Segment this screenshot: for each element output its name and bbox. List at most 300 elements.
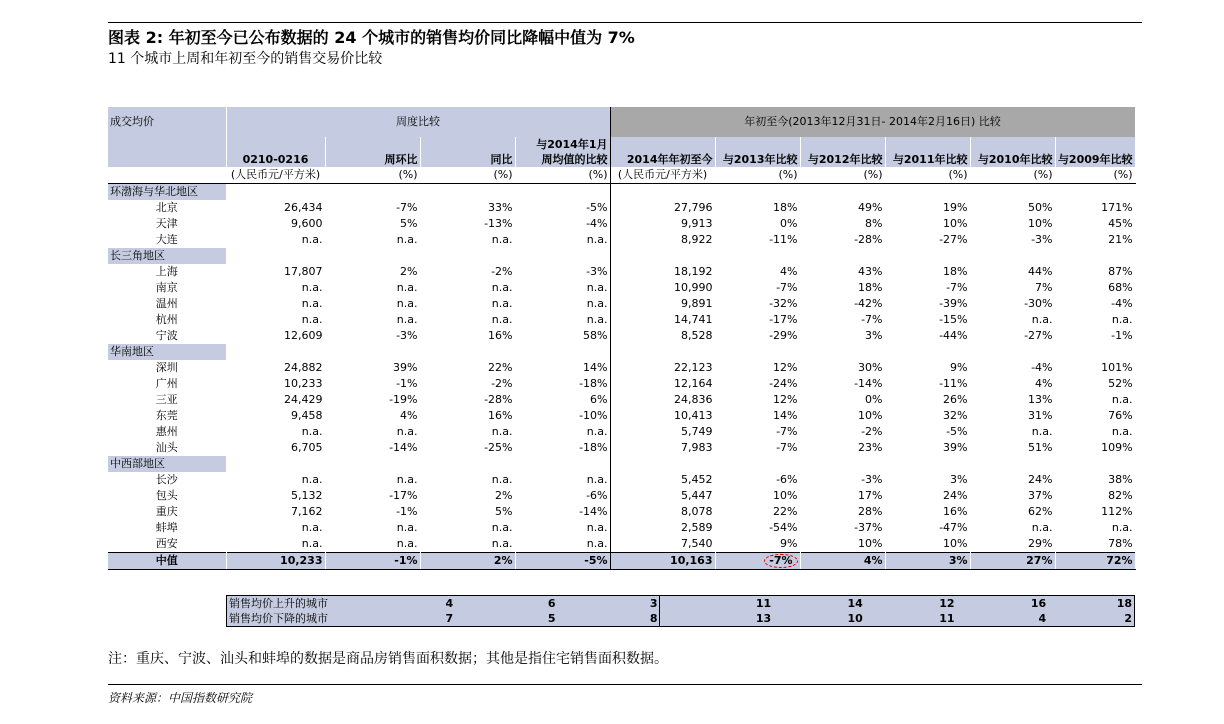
region-blank-cell bbox=[715, 344, 800, 360]
value-cell: 0% bbox=[865, 393, 883, 406]
price-comparison-table bbox=[108, 107, 1136, 570]
value-cell: 30% bbox=[858, 361, 883, 374]
value-cell: -6% bbox=[776, 473, 798, 486]
col-header-vs-jan-line1: 与2014年1月 bbox=[536, 138, 608, 151]
value-cell: -29% bbox=[769, 329, 798, 342]
summary-value: 4 bbox=[957, 611, 1049, 627]
value-cell: n.a. bbox=[491, 297, 513, 310]
units-blank-cell bbox=[108, 167, 226, 184]
region-blank-cell bbox=[800, 184, 885, 201]
region-row bbox=[108, 248, 1135, 264]
value-cell: 9% bbox=[780, 537, 798, 550]
value-cell: -25% bbox=[484, 441, 513, 454]
summary-row bbox=[227, 596, 1135, 612]
region-blank-cell bbox=[226, 184, 325, 201]
highlight-circle: -7% bbox=[764, 554, 797, 568]
value-cell: -7% bbox=[776, 281, 798, 294]
value-cell: n.a. bbox=[515, 472, 610, 488]
city-name: 杭州 bbox=[155, 313, 178, 326]
value-cell: 8% bbox=[865, 217, 883, 230]
col-header-vs-2012: 与2012年比较 bbox=[800, 137, 885, 167]
city-name: 天津 bbox=[155, 217, 178, 230]
value-cell: 9,458 bbox=[291, 409, 323, 422]
city-name: 大连 bbox=[155, 233, 178, 246]
table-row bbox=[108, 264, 1135, 280]
region-blank-cell bbox=[715, 184, 800, 201]
value-cell: 10% bbox=[858, 409, 883, 422]
value-cell: n.a. bbox=[1111, 425, 1133, 438]
value-cell: -27% bbox=[939, 233, 968, 246]
region-blank-cell bbox=[226, 248, 325, 264]
value-cell: -14% bbox=[515, 504, 610, 520]
value-cell: 3% bbox=[950, 473, 968, 486]
city-name: 南京 bbox=[155, 281, 178, 294]
value-cell: 82% bbox=[1108, 489, 1133, 502]
top-rule bbox=[108, 22, 1142, 23]
value-cell: 18% bbox=[943, 265, 968, 278]
city-name: 上海 bbox=[155, 265, 178, 278]
value-cell: 5,452 bbox=[681, 473, 713, 486]
city-name: 长沙 bbox=[155, 473, 178, 486]
value-cell: 14,741 bbox=[674, 313, 713, 326]
summary-table bbox=[226, 595, 1135, 627]
region-name: 长三角地区 bbox=[108, 248, 226, 264]
value-cell: 87% bbox=[1108, 265, 1133, 278]
value-cell: n.a. bbox=[515, 232, 610, 248]
value-cell: -2% bbox=[491, 377, 513, 390]
value-cell: 32% bbox=[943, 409, 968, 422]
value-cell: -7% bbox=[776, 441, 798, 454]
summary-value: 11 bbox=[865, 611, 957, 627]
table-row bbox=[108, 280, 1135, 296]
summary-label: 销售均价上升的城市 bbox=[227, 596, 353, 612]
region-blank-cell bbox=[325, 184, 420, 201]
value-cell: -3% bbox=[515, 264, 610, 280]
col-header-vs-jan bbox=[515, 137, 610, 167]
value-cell: 24,882 bbox=[284, 361, 323, 374]
value-cell: -42% bbox=[854, 297, 883, 310]
median-value: -5% bbox=[515, 553, 610, 570]
summary-value: 3 bbox=[558, 596, 660, 612]
value-cell: -1% bbox=[1111, 329, 1133, 342]
region-blank-cell bbox=[420, 456, 515, 472]
value-cell: -10% bbox=[515, 408, 610, 424]
value-cell: -54% bbox=[769, 521, 798, 534]
value-cell: n.a. bbox=[396, 233, 418, 246]
value-cell: n.a. bbox=[491, 537, 513, 550]
unit-cell: (人民币元/平方米) bbox=[226, 167, 325, 184]
median-value: 4% bbox=[800, 553, 885, 570]
value-cell: 2% bbox=[400, 265, 418, 278]
table-row bbox=[108, 536, 1135, 553]
summary-value: 13 bbox=[660, 611, 773, 627]
value-cell: 16% bbox=[943, 505, 968, 518]
value-cell: 10% bbox=[943, 537, 968, 550]
region-row bbox=[108, 456, 1135, 472]
value-cell: -2% bbox=[861, 425, 883, 438]
value-cell: -14% bbox=[389, 441, 418, 454]
summary-value: 7 bbox=[353, 611, 455, 627]
region-blank-cell bbox=[800, 344, 885, 360]
value-cell: 7,540 bbox=[681, 537, 713, 550]
region-blank-cell bbox=[515, 184, 610, 201]
value-cell: -7% bbox=[396, 201, 418, 214]
value-cell: 10% bbox=[1028, 217, 1053, 230]
value-cell: -37% bbox=[854, 521, 883, 534]
region-blank-cell bbox=[420, 184, 515, 201]
value-cell: -14% bbox=[854, 377, 883, 390]
value-cell: 10,413 bbox=[674, 409, 713, 422]
value-cell: 4% bbox=[1035, 377, 1053, 390]
value-cell: 8,078 bbox=[681, 505, 713, 518]
region-blank-cell bbox=[800, 456, 885, 472]
figure-subtitle: 11 个城市上周和年初至今的销售交易价比较 bbox=[108, 51, 383, 67]
value-cell: 24% bbox=[943, 489, 968, 502]
value-cell: n.a. bbox=[515, 536, 610, 553]
value-cell: 33% bbox=[488, 201, 513, 214]
table-row bbox=[108, 296, 1135, 312]
region-blank-cell bbox=[885, 344, 970, 360]
value-cell: 7% bbox=[1035, 281, 1053, 294]
value-cell: -11% bbox=[769, 233, 798, 246]
region-blank-cell bbox=[515, 344, 610, 360]
value-cell: n.a. bbox=[491, 521, 513, 534]
median-label: 中值 bbox=[108, 553, 226, 570]
city-name: 包头 bbox=[155, 489, 178, 502]
region-blank-cell bbox=[610, 248, 715, 264]
city-name: 东莞 bbox=[155, 409, 178, 422]
region-blank-cell bbox=[885, 248, 970, 264]
value-cell: -3% bbox=[1031, 233, 1053, 246]
median-value bbox=[715, 553, 800, 570]
value-cell: 3% bbox=[865, 329, 883, 342]
value-cell: n.a. bbox=[396, 313, 418, 326]
col-header-vs-jan-line2: 周均值的比较 bbox=[541, 153, 608, 166]
value-cell: n.a. bbox=[301, 297, 323, 310]
value-cell: 13% bbox=[1028, 393, 1053, 406]
unit-cell: (%) bbox=[800, 167, 885, 184]
value-cell: 45% bbox=[1108, 217, 1133, 230]
value-cell: -4% bbox=[1111, 297, 1133, 310]
value-cell: 7,162 bbox=[291, 505, 323, 518]
value-cell: 2% bbox=[495, 489, 513, 502]
table-row bbox=[108, 200, 1135, 216]
value-cell: n.a. bbox=[301, 521, 323, 534]
summary-row bbox=[227, 611, 1135, 627]
value-cell: 51% bbox=[1028, 441, 1053, 454]
city-name: 深圳 bbox=[155, 361, 178, 374]
value-cell: 44% bbox=[1028, 265, 1053, 278]
value-cell: 28% bbox=[858, 505, 883, 518]
value-cell: -7% bbox=[861, 313, 883, 326]
value-cell: 78% bbox=[1108, 537, 1133, 550]
value-cell: 58% bbox=[515, 328, 610, 344]
value-cell: 50% bbox=[1028, 201, 1053, 214]
ytd-group-header: 年初至今(2013年12月31日- 2014年2月16日) 比较 bbox=[610, 107, 1135, 137]
value-cell: 26% bbox=[943, 393, 968, 406]
city-name: 温州 bbox=[155, 297, 178, 310]
value-cell: n.a. bbox=[1111, 313, 1133, 326]
region-row bbox=[108, 344, 1135, 360]
table-row bbox=[108, 424, 1135, 440]
weekly-group-header: 周度比较 bbox=[226, 107, 610, 137]
value-cell: 9,913 bbox=[681, 217, 713, 230]
region-blank-cell bbox=[325, 248, 420, 264]
value-cell: n.a. bbox=[396, 297, 418, 310]
region-blank-cell bbox=[970, 456, 1055, 472]
value-cell: n.a. bbox=[396, 537, 418, 550]
value-cell: 5,447 bbox=[681, 489, 713, 502]
value-cell: 10,990 bbox=[674, 281, 713, 294]
value-cell: 26,434 bbox=[284, 201, 323, 214]
median-value: 2% bbox=[420, 553, 515, 570]
value-cell: 8,922 bbox=[681, 233, 713, 246]
value-cell: 17% bbox=[858, 489, 883, 502]
value-cell: n.a. bbox=[491, 425, 513, 438]
value-cell: n.a. bbox=[491, 313, 513, 326]
value-cell: -4% bbox=[515, 216, 610, 232]
region-blank-cell bbox=[715, 248, 800, 264]
table-row bbox=[108, 440, 1135, 456]
region-blank-cell bbox=[970, 184, 1055, 201]
region-blank-cell bbox=[885, 184, 970, 201]
value-cell: 6% bbox=[515, 392, 610, 408]
region-blank-cell bbox=[970, 344, 1055, 360]
value-cell: -17% bbox=[769, 313, 798, 326]
value-cell: 6,705 bbox=[291, 441, 323, 454]
value-cell: 21% bbox=[1108, 233, 1133, 246]
header-row-groups bbox=[108, 107, 1135, 137]
value-cell: 49% bbox=[858, 201, 883, 214]
city-name: 三亚 bbox=[155, 393, 178, 406]
value-cell: 12% bbox=[773, 393, 798, 406]
value-cell: -3% bbox=[861, 473, 883, 486]
median-value: 10,163 bbox=[610, 553, 715, 570]
value-cell: 16% bbox=[488, 329, 513, 342]
value-cell: 5% bbox=[495, 505, 513, 518]
value-cell: n.a. bbox=[1031, 425, 1053, 438]
value-cell: -28% bbox=[854, 233, 883, 246]
value-cell: 10% bbox=[858, 537, 883, 550]
unit-cell: (%) bbox=[515, 167, 610, 184]
header-row-columns bbox=[108, 137, 1135, 167]
value-cell: 39% bbox=[393, 361, 418, 374]
value-cell: 12,609 bbox=[284, 329, 323, 342]
region-blank-cell bbox=[610, 184, 715, 201]
unit-cell: (%) bbox=[1055, 167, 1135, 184]
median-value: -1% bbox=[325, 553, 420, 570]
median-row bbox=[108, 553, 1135, 570]
value-cell: -5% bbox=[946, 425, 968, 438]
value-cell: 29% bbox=[1028, 537, 1053, 550]
value-cell: n.a. bbox=[491, 473, 513, 486]
value-cell: n.a. bbox=[396, 425, 418, 438]
value-cell: -47% bbox=[939, 521, 968, 534]
col-header-vs-2013: 与2013年比较 bbox=[715, 137, 800, 167]
value-cell: 19% bbox=[943, 201, 968, 214]
region-blank-cell bbox=[800, 248, 885, 264]
value-cell: -18% bbox=[515, 376, 610, 392]
unit-cell: (%) bbox=[970, 167, 1055, 184]
value-cell: -4% bbox=[1031, 361, 1053, 374]
region-blank-cell bbox=[970, 248, 1055, 264]
summary-value: 10 bbox=[773, 611, 865, 627]
region-blank-cell bbox=[325, 344, 420, 360]
source-line: 资料来源：中国指数研究院 bbox=[108, 691, 253, 705]
value-cell: n.a. bbox=[515, 280, 610, 296]
region-blank-cell bbox=[226, 344, 325, 360]
value-cell: 4% bbox=[400, 409, 418, 422]
region-blank-cell bbox=[1055, 344, 1135, 360]
value-cell: n.a. bbox=[301, 473, 323, 486]
value-cell: n.a. bbox=[515, 296, 610, 312]
table-row bbox=[108, 360, 1135, 376]
value-cell: 24,836 bbox=[674, 393, 713, 406]
value-cell: 23% bbox=[858, 441, 883, 454]
value-cell: n.a. bbox=[491, 281, 513, 294]
value-cell: n.a. bbox=[1111, 521, 1133, 534]
value-cell: 5% bbox=[400, 217, 418, 230]
value-cell: 112% bbox=[1101, 505, 1133, 518]
table-row bbox=[108, 232, 1135, 248]
summary-value: 6 bbox=[455, 596, 557, 612]
value-cell: n.a. bbox=[396, 473, 418, 486]
value-cell: n.a. bbox=[301, 537, 323, 550]
value-cell: 17,807 bbox=[284, 265, 323, 278]
value-cell: n.a. bbox=[301, 233, 323, 246]
region-blank-cell bbox=[420, 344, 515, 360]
unit-cell: (%) bbox=[885, 167, 970, 184]
value-cell: 18% bbox=[773, 201, 798, 214]
value-cell: n.a. bbox=[1031, 313, 1053, 326]
col-header-wow: 周环比 bbox=[325, 137, 420, 167]
value-cell: 31% bbox=[1028, 409, 1053, 422]
region-blank-cell bbox=[1055, 456, 1135, 472]
value-cell: 14% bbox=[773, 409, 798, 422]
value-cell: n.a. bbox=[301, 281, 323, 294]
summary-value: 16 bbox=[957, 596, 1049, 612]
value-cell: -27% bbox=[1024, 329, 1053, 342]
value-cell: 24,429 bbox=[284, 393, 323, 406]
summary-label: 销售均价下降的城市 bbox=[227, 611, 353, 627]
summary-value: 18 bbox=[1048, 596, 1134, 612]
value-cell: 7,983 bbox=[681, 441, 713, 454]
value-cell: 43% bbox=[858, 265, 883, 278]
value-cell: n.a. bbox=[515, 312, 610, 328]
city-name: 北京 bbox=[155, 201, 178, 214]
value-cell: -15% bbox=[939, 313, 968, 326]
value-cell: 14% bbox=[515, 360, 610, 376]
value-cell: 171% bbox=[1101, 201, 1133, 214]
value-cell: n.a. bbox=[301, 313, 323, 326]
city-name: 惠州 bbox=[155, 425, 178, 438]
value-cell: -18% bbox=[515, 440, 610, 456]
table-row bbox=[108, 488, 1135, 504]
unit-cell: (%) bbox=[325, 167, 420, 184]
value-cell: -3% bbox=[396, 329, 418, 342]
header-row-units bbox=[108, 167, 1135, 184]
value-cell: 101% bbox=[1101, 361, 1133, 374]
col-header-yoy: 同比 bbox=[420, 137, 515, 167]
value-cell: 10,233 bbox=[284, 377, 323, 390]
table-row bbox=[108, 392, 1135, 408]
region-blank-cell bbox=[515, 456, 610, 472]
value-cell: 4% bbox=[780, 265, 798, 278]
value-cell: -17% bbox=[389, 489, 418, 502]
summary-value: 14 bbox=[773, 596, 865, 612]
value-cell: n.a. bbox=[491, 233, 513, 246]
region-blank-cell bbox=[515, 248, 610, 264]
footnote: 注：重庆、宁波、汕头和蚌埠的数据是商品房销售面积数据；其他是指住宅销售面积数据。 bbox=[108, 651, 668, 667]
region-blank-cell bbox=[610, 344, 715, 360]
value-cell: 10% bbox=[943, 217, 968, 230]
table-row bbox=[108, 376, 1135, 392]
value-cell: -7% bbox=[946, 281, 968, 294]
city-name: 广州 bbox=[155, 377, 178, 390]
value-cell: n.a. bbox=[396, 281, 418, 294]
col-header-vs-2011: 与2011年比较 bbox=[885, 137, 970, 167]
value-cell: 38% bbox=[1108, 473, 1133, 486]
value-cell: -32% bbox=[769, 297, 798, 310]
value-cell: n.a. bbox=[1111, 393, 1133, 406]
table-row bbox=[108, 328, 1135, 344]
value-cell: 62% bbox=[1028, 505, 1053, 518]
value-cell: 18,192 bbox=[674, 265, 713, 278]
value-cell: -19% bbox=[389, 393, 418, 406]
value-cell: -11% bbox=[939, 377, 968, 390]
value-cell: -28% bbox=[484, 393, 513, 406]
value-cell: 39% bbox=[943, 441, 968, 454]
city-name: 西安 bbox=[155, 537, 178, 550]
value-cell: 5,132 bbox=[291, 489, 323, 502]
value-cell: 24% bbox=[1028, 473, 1053, 486]
region-blank-cell bbox=[885, 456, 970, 472]
unit-cell: (人民币元/平方米) bbox=[610, 167, 715, 184]
bottom-rule bbox=[108, 684, 1142, 685]
value-cell: 37% bbox=[1028, 489, 1053, 502]
median-value: 10,233 bbox=[226, 553, 325, 570]
value-cell: 22% bbox=[773, 505, 798, 518]
col-header-ytd: 2014年年初至今 bbox=[610, 137, 715, 167]
value-cell: 5,749 bbox=[681, 425, 713, 438]
value-cell: 10% bbox=[773, 489, 798, 502]
header-blank-cell bbox=[108, 137, 226, 167]
value-cell: 9,891 bbox=[681, 297, 713, 310]
value-cell: n.a. bbox=[1031, 521, 1053, 534]
value-cell: 16% bbox=[488, 409, 513, 422]
value-cell: 2,589 bbox=[681, 521, 713, 534]
table-row bbox=[108, 472, 1135, 488]
value-cell: 109% bbox=[1101, 441, 1133, 454]
value-cell: 52% bbox=[1108, 377, 1133, 390]
value-cell: 76% bbox=[1108, 409, 1133, 422]
value-cell: 18% bbox=[858, 281, 883, 294]
value-cell: n.a. bbox=[515, 520, 610, 536]
value-cell: -6% bbox=[515, 488, 610, 504]
figure-title: 图表 2: 年初至今已公布数据的 24 个城市的销售均价同比降幅中值为 7% bbox=[108, 28, 635, 47]
region-name: 中西部地区 bbox=[108, 456, 226, 472]
value-cell: -39% bbox=[939, 297, 968, 310]
region-blank-cell bbox=[610, 456, 715, 472]
summary-value: 8 bbox=[558, 611, 660, 627]
table-body bbox=[108, 184, 1135, 570]
median-value: 27% bbox=[970, 553, 1055, 570]
median-value: 72% bbox=[1055, 553, 1135, 570]
unit-cell: (%) bbox=[420, 167, 515, 184]
value-cell: -2% bbox=[491, 265, 513, 278]
region-row bbox=[108, 184, 1135, 201]
header-label-cell: 成交均价 bbox=[108, 107, 226, 137]
